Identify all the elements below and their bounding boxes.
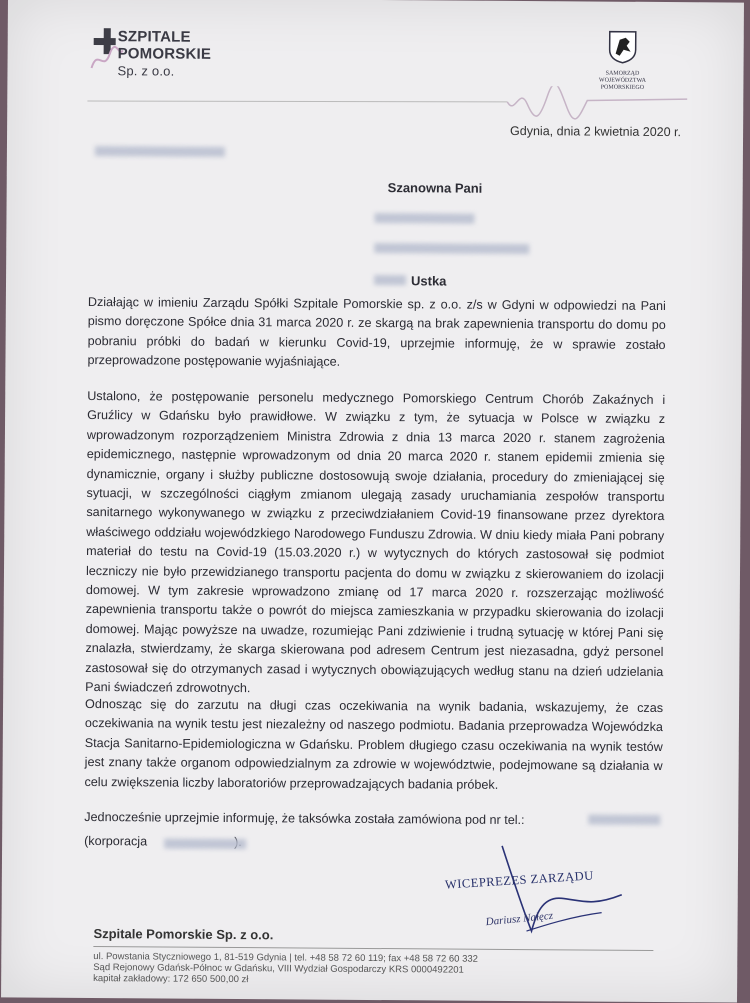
logo-line2: POMORSKIE <box>117 45 212 63</box>
footer-company-name: Szpitale Pomorskie Sp. z o.o. <box>93 926 274 943</box>
redacted-recipient-address <box>374 243 529 254</box>
logo-line1: SZPITALE <box>117 28 191 46</box>
body-paragraph-4: Jednocześnie uprzejmie informuję, że taksówka została zamówiona pod nr tel.: <box>84 809 525 828</box>
redacted-taxi-company <box>164 839 246 850</box>
body-paragraph-3: Odnosząc się do zarzutu na długi czas oczekiwania na wynik badania, wskazujemy, że czas oczekiwania na wynik testu jest niezależny od naszego podmiotu. Badania przeprowadza Wojewódzka Stacja Sanitarno-Epidemiologiczna w Gdańsku. Problem długiego czasu oczekiwania na wynik testów jest znany także organom odpowiedzialnym za zdrowie w województwie, podejmowane są działania w celu zwiększenia liczby laboratoriów przeprowadzających badania próbek. <box>84 696 664 792</box>
handwritten-signature <box>471 836 642 947</box>
recipient-salutation: Szanowna Pani <box>387 180 483 196</box>
footer-divider <box>93 946 653 951</box>
griffin-crest-icon <box>608 30 638 64</box>
letter-date: Gdynia, dnia 2 kwietnia 2020 r. <box>510 123 682 140</box>
redacted-recipient-name <box>374 213 474 224</box>
logo-suffix: Sp. z o.o. <box>117 63 175 79</box>
company-logo <box>89 28 212 79</box>
footer-address-line: ul. Powstania Styczniowego 1, 81-519 Gdynia | tel. +48 58 72 60 119; fax +48 58 72 60 332 <box>93 951 479 965</box>
footer-court-line: Sąd Rejonowy Gdańsk-Północ w Gdańsku, VIII Wydział Gospodarczy KRS 0000492201 <box>93 962 464 976</box>
footer-details <box>93 951 478 987</box>
body-paragraph-2: Ustalono, że postępowanie personelu medycznego Pomorskiego Centrum Chorób Zakaźnych i Gruźlicy w Gdańsku było prawidłowe. W związku z tym, że sytuacja w Polsce w związku z wprowadzonym rozporządzeniem Ministra Zdrowia z dnia 13 marca 2020 r. stanem zagrożenia epidemicznego, następnie wprowadzonym od dnia 20 marca 2020 r. stanem epidemii zmienia się dynamicznie, organy i służby publiczne dostosowują swoje działania, procedury do zmieniającej się sytuacji, w szczególności ciągłym zmianom ulegają zasady uruchamiania zespołów transportu sanitarnego wykonywanego w związku z przeciwdziałaniem Covid-19 finansowane przez dyrektora właściwego oddziału wojewódzkiego Narodowego Funduszu Zdrowia. W dniu kiedy miała Pani pobrany materiał do testu na Covid-19 (15.03.2020 r.) w wytycznych do których zastosował się podmiot leczniczy nie było przewidzianego transportu pacjenta do domu w związku z skierowaniem do izolacji domowej. W tym zakresie wprowadzono zmianę od 17 marca 2020 r. rozszerzając możliwość zapewnienia transportu także o powrót do miejsca zamieszkania w przypadku skierowania do izolacji domowej. Mając powyższe na uwadze, rozumiejąc Pani zdziwienie i trudną sytuację w której Pani się znalazła, stwierdzamy, że skarga skierowana pod adresem Centrum jest niezasadna, gdyż personel zastosował się do otrzymanych zasad i wytycznych obowiązujących według stanu na dzień udzielania Pani świadczeń zdrowotnych. <box>85 388 666 696</box>
emblem-line1: SAMORZĄD <box>605 70 640 77</box>
header-divider <box>87 83 687 127</box>
signer-name-stamp: Dariusz Nałęcz <box>485 909 554 929</box>
body-paragraph-1: Działając w imieniu Zarządu Spółki Szpitale Pomorskie sp. z o.o. z/s w Gdyni w odpowiedzi na Pani pismo doręczone Spółce dnia 31 marca 2020 r. ze skargą na brak zapewnienia transportu do domu po pobraniu próbki do badań w kierunku Covid-19, uprzejmie informuję, że w sprawie zostało przeprowadzone postępowanie wyjaśniające. <box>87 294 666 369</box>
footer-capital-line: kapitał zakładowy: 172 650 500,00 zł <box>93 973 249 986</box>
recipient-city: Ustka <box>410 273 447 289</box>
regional-emblem <box>582 29 662 92</box>
signer-title-stamp: WICEPREZES ZARZĄDU <box>444 868 595 892</box>
emblem-line2: WOJEWÓDZTWA POMORSKIEGO <box>598 77 646 91</box>
redacted-phone-number <box>588 815 660 826</box>
letter-page <box>1 0 744 1003</box>
logo-wordmark <box>117 28 211 80</box>
redacted-postal-code <box>374 275 406 285</box>
taxi-company-label: (korporacja <box>84 833 148 849</box>
redacted-reference <box>95 146 225 157</box>
